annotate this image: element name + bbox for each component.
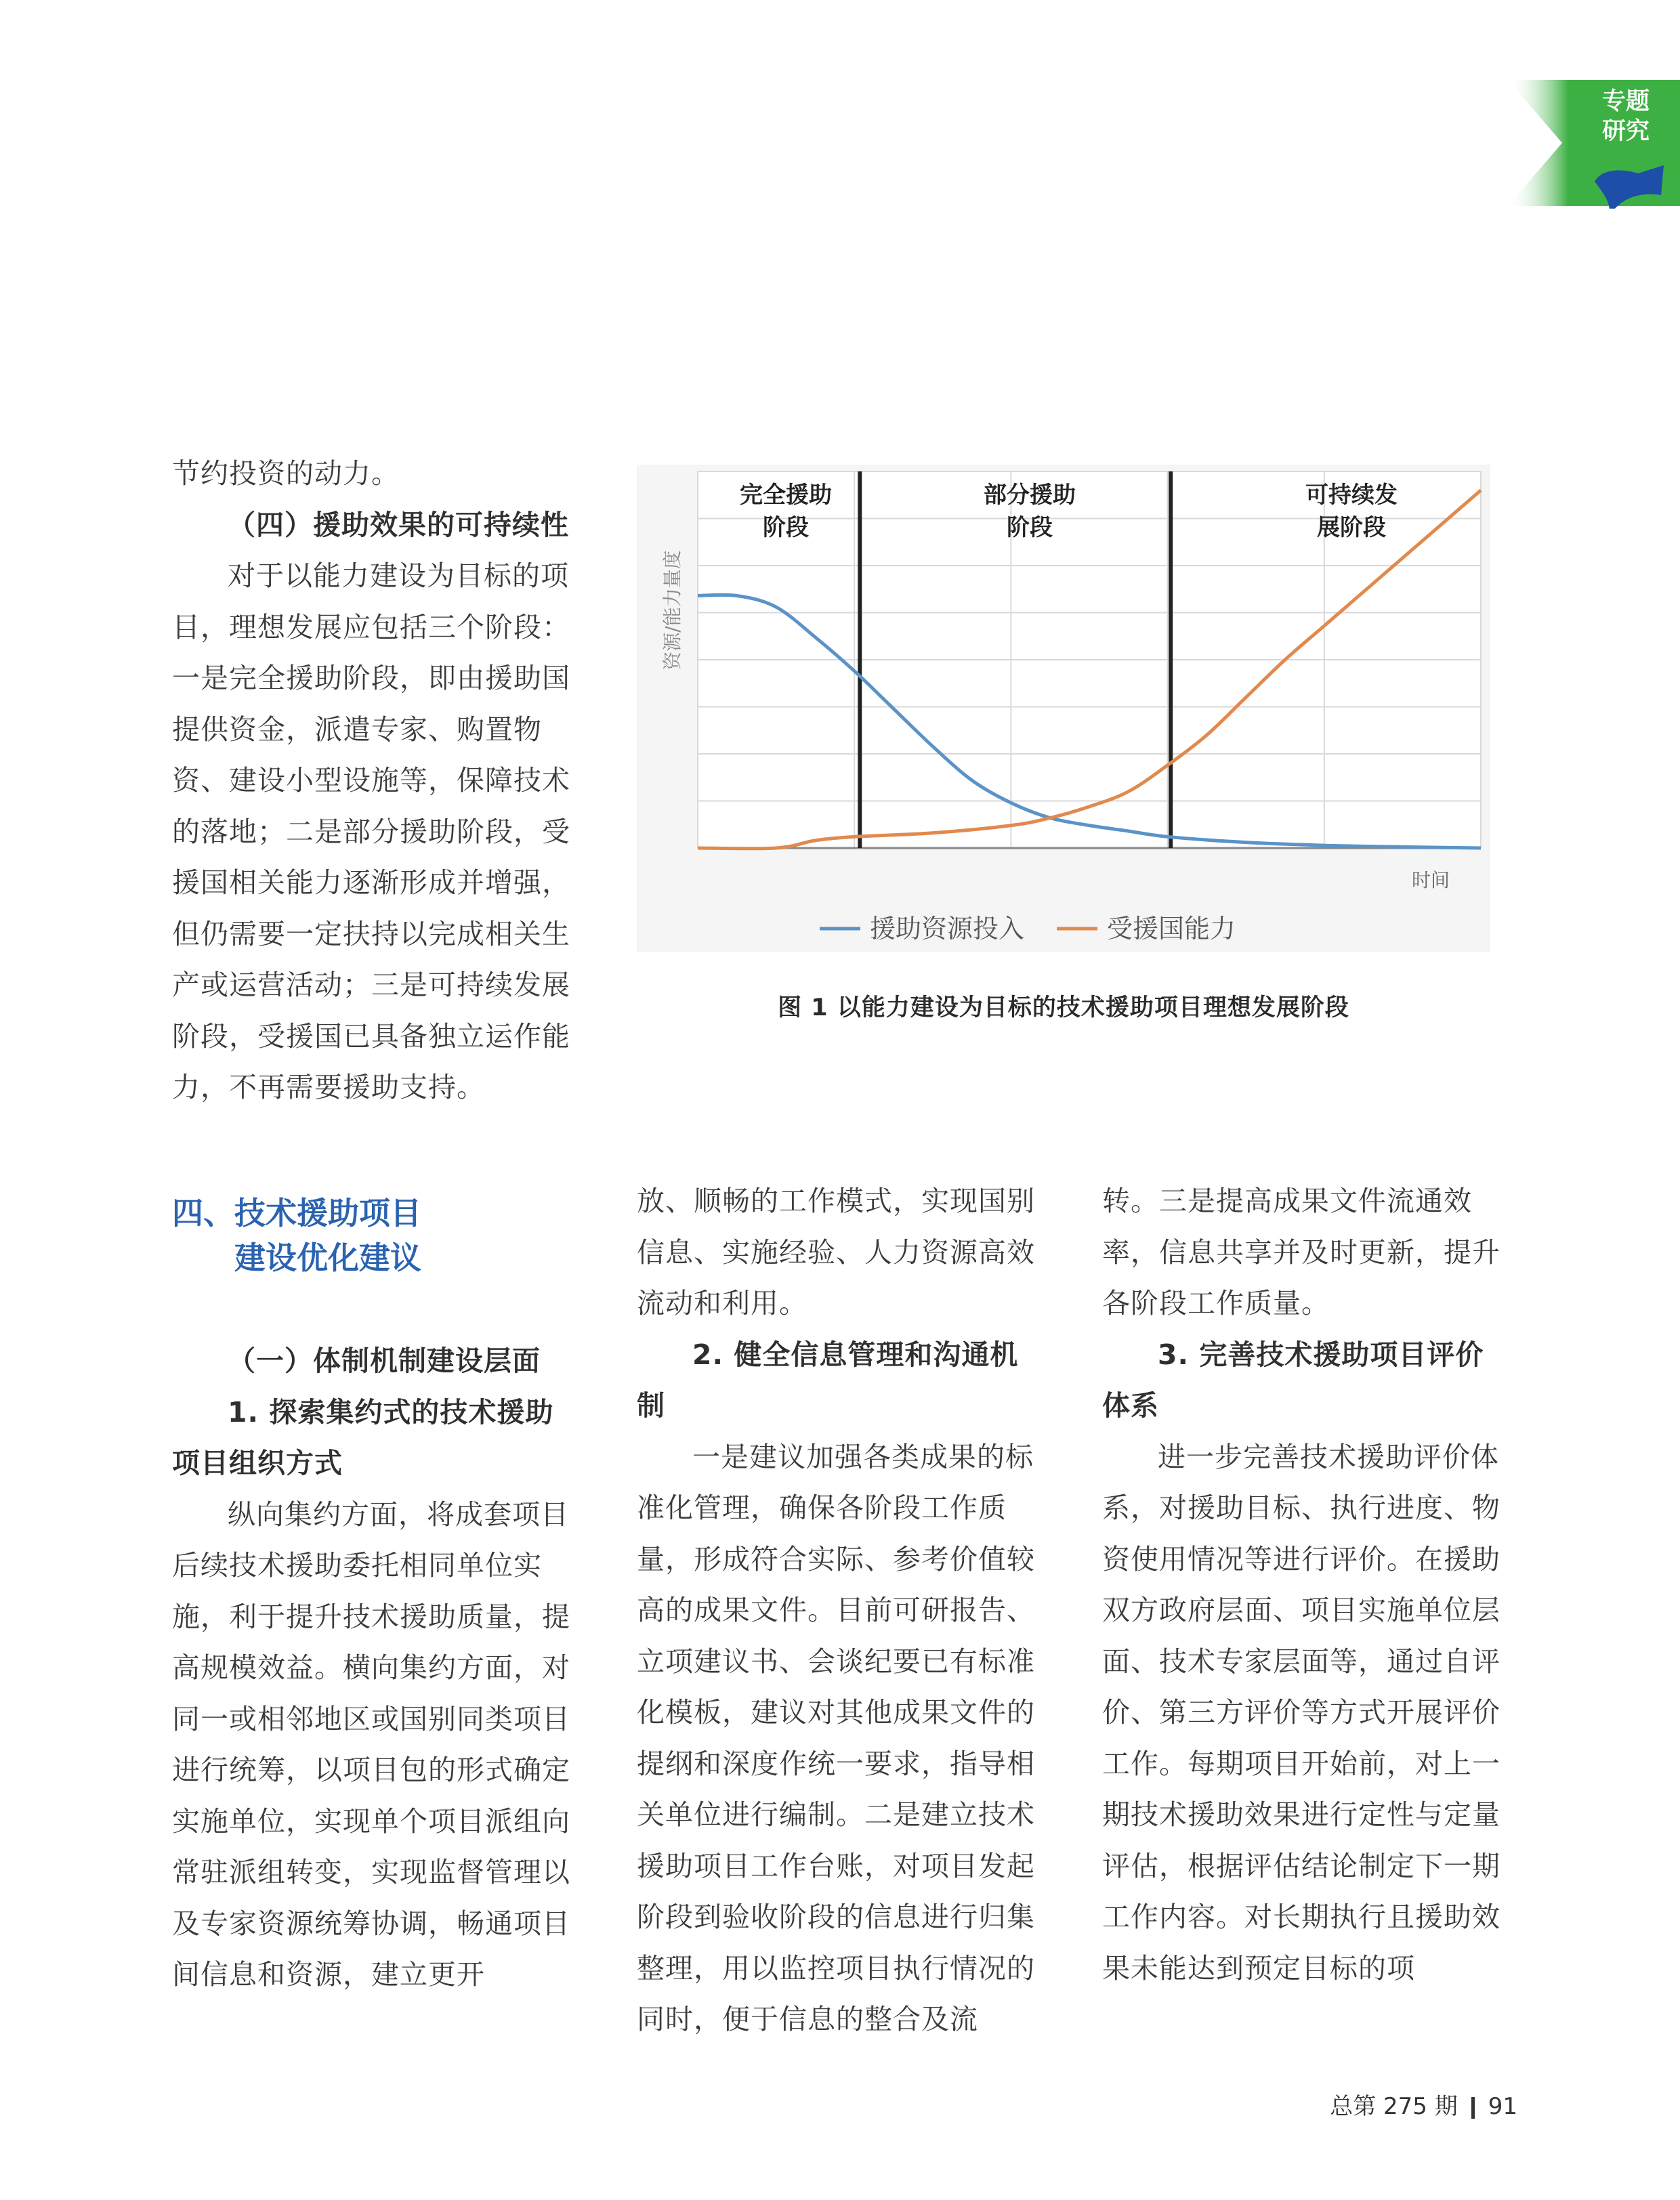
section-title xyxy=(172,1191,579,1280)
issue-number: 总第 275 期 xyxy=(1330,2093,1458,2120)
paragraph: 对于以能力建设为目标的项目，理想发展应包括三个阶段：一是完全援助阶段，即由援助国提供资金，派遣专家、购置物资、建设小型设施等，保障技术的落地；二是部分援助阶段，受援国相关能力逐渐形成并增强，但仍需要一定扶持以完成相关生产或运营活动；三是可持续发展阶段，受援国已具备独立运作能力，不再需要援助支持。 xyxy=(172,559,570,1103)
chart-svg xyxy=(637,465,1490,952)
subheading: （一）体制机制建设层面 xyxy=(228,1345,541,1377)
page-footer xyxy=(1321,2088,1517,2121)
paragraph: 一是建议加强各类成果的标准化管理，确保各阶段工作质量，形成符合实际、参考价值较高的成果文件。目前可研报告、立项建议书、会谈纪要已有标准化模板，建议对其他成果文件的提纲和深度作统一要求，指导相关单位进行编制。二是建立技术援助项目工作台账，对项目发起阶段到验收阶段的信息进行归集整理，用以监控项目执行情况的同时，便于信息的整合及流 xyxy=(637,1440,1035,2035)
stage-2-label-l1: 部分援助 xyxy=(984,482,1076,509)
tab-line-1: 专题 xyxy=(1601,88,1650,115)
stage-3-label-l2: 展阶段 xyxy=(1317,514,1386,541)
stage-1-label-l2: 阶段 xyxy=(763,514,809,541)
stage-2-label-l2: 阶段 xyxy=(1007,514,1053,541)
column-1-top xyxy=(172,448,577,1114)
paragraph: 转。三是提高成果文件流通效率，信息共享并及时更新，提升各阶段工作质量。 xyxy=(1102,1185,1500,1319)
footer-divider xyxy=(1471,2097,1475,2119)
legend-label-aid: 援助资源投入 xyxy=(870,914,1025,944)
tab-line-2: 研究 xyxy=(1601,118,1650,145)
legend-label-capacity: 受援国能力 xyxy=(1107,914,1236,944)
subheading: 2. 健全信息管理和沟通机制 xyxy=(637,1338,1019,1422)
paragraph: 节约投资的动力。 xyxy=(172,457,400,490)
section-title-line-2: 建设优化建议 xyxy=(234,1240,421,1276)
paragraph: 纵向集约方面，将成套项目后续技术援助委托相同单位实施，利于提升技术援助质量，提高规模效益。横向集约方面，对同一或相邻地区或国别同类项目进行统筹，以项目包的形式确定实施单位，实现单个项目派组向常驻派组转变，实现监督管理以及专家资源统筹协调，畅通项目间信息和资源，建立更开 xyxy=(172,1498,570,1991)
subheading: 3. 完善技术援助项目评价体系 xyxy=(1102,1338,1484,1422)
section-tab-label xyxy=(1585,87,1666,146)
column-2 xyxy=(637,1176,1041,2046)
figure-chart xyxy=(637,465,1490,952)
paragraph: 放、顺畅的工作模式，实现国别信息、实施经验、人力资源高效流动和利用。 xyxy=(637,1185,1035,1319)
stage-3-label-l1: 可持续发 xyxy=(1305,482,1398,509)
section-title-line-1: 四、技术援助项目 xyxy=(172,1195,421,1231)
subheading: 1. 探索集约式的技术援助项目组织方式 xyxy=(172,1395,554,1479)
stage-1-label-l1: 完全援助 xyxy=(740,482,832,509)
paragraph: 进一步完善技术援助评价体系，对援助目标、执行进度、物资使用情况等进行评价。在援助双方政府层面、项目实施单位层面、技术专家层面等，通过自评价、第三方评价等方式开展评价工作。每期项目开始前，对上一期技术援助效果进行定性与定量评估，根据评估结论制定下一期工作内容。对长期执行且援助效果未能达到预定目标的项 xyxy=(1102,1440,1500,1985)
figure-caption: 图 1 以能力建设为目标的技术援助项目理想发展阶段 xyxy=(778,994,1349,1021)
page-number: 91 xyxy=(1488,2093,1517,2120)
subheading: （四）援助效果的可持续性 xyxy=(228,508,569,541)
x-axis-label: 时间 xyxy=(1411,869,1450,891)
y-axis-label: 资源/能力量度 xyxy=(661,550,684,671)
column-3 xyxy=(1102,1176,1506,1994)
column-1-bottom xyxy=(172,1336,577,2001)
